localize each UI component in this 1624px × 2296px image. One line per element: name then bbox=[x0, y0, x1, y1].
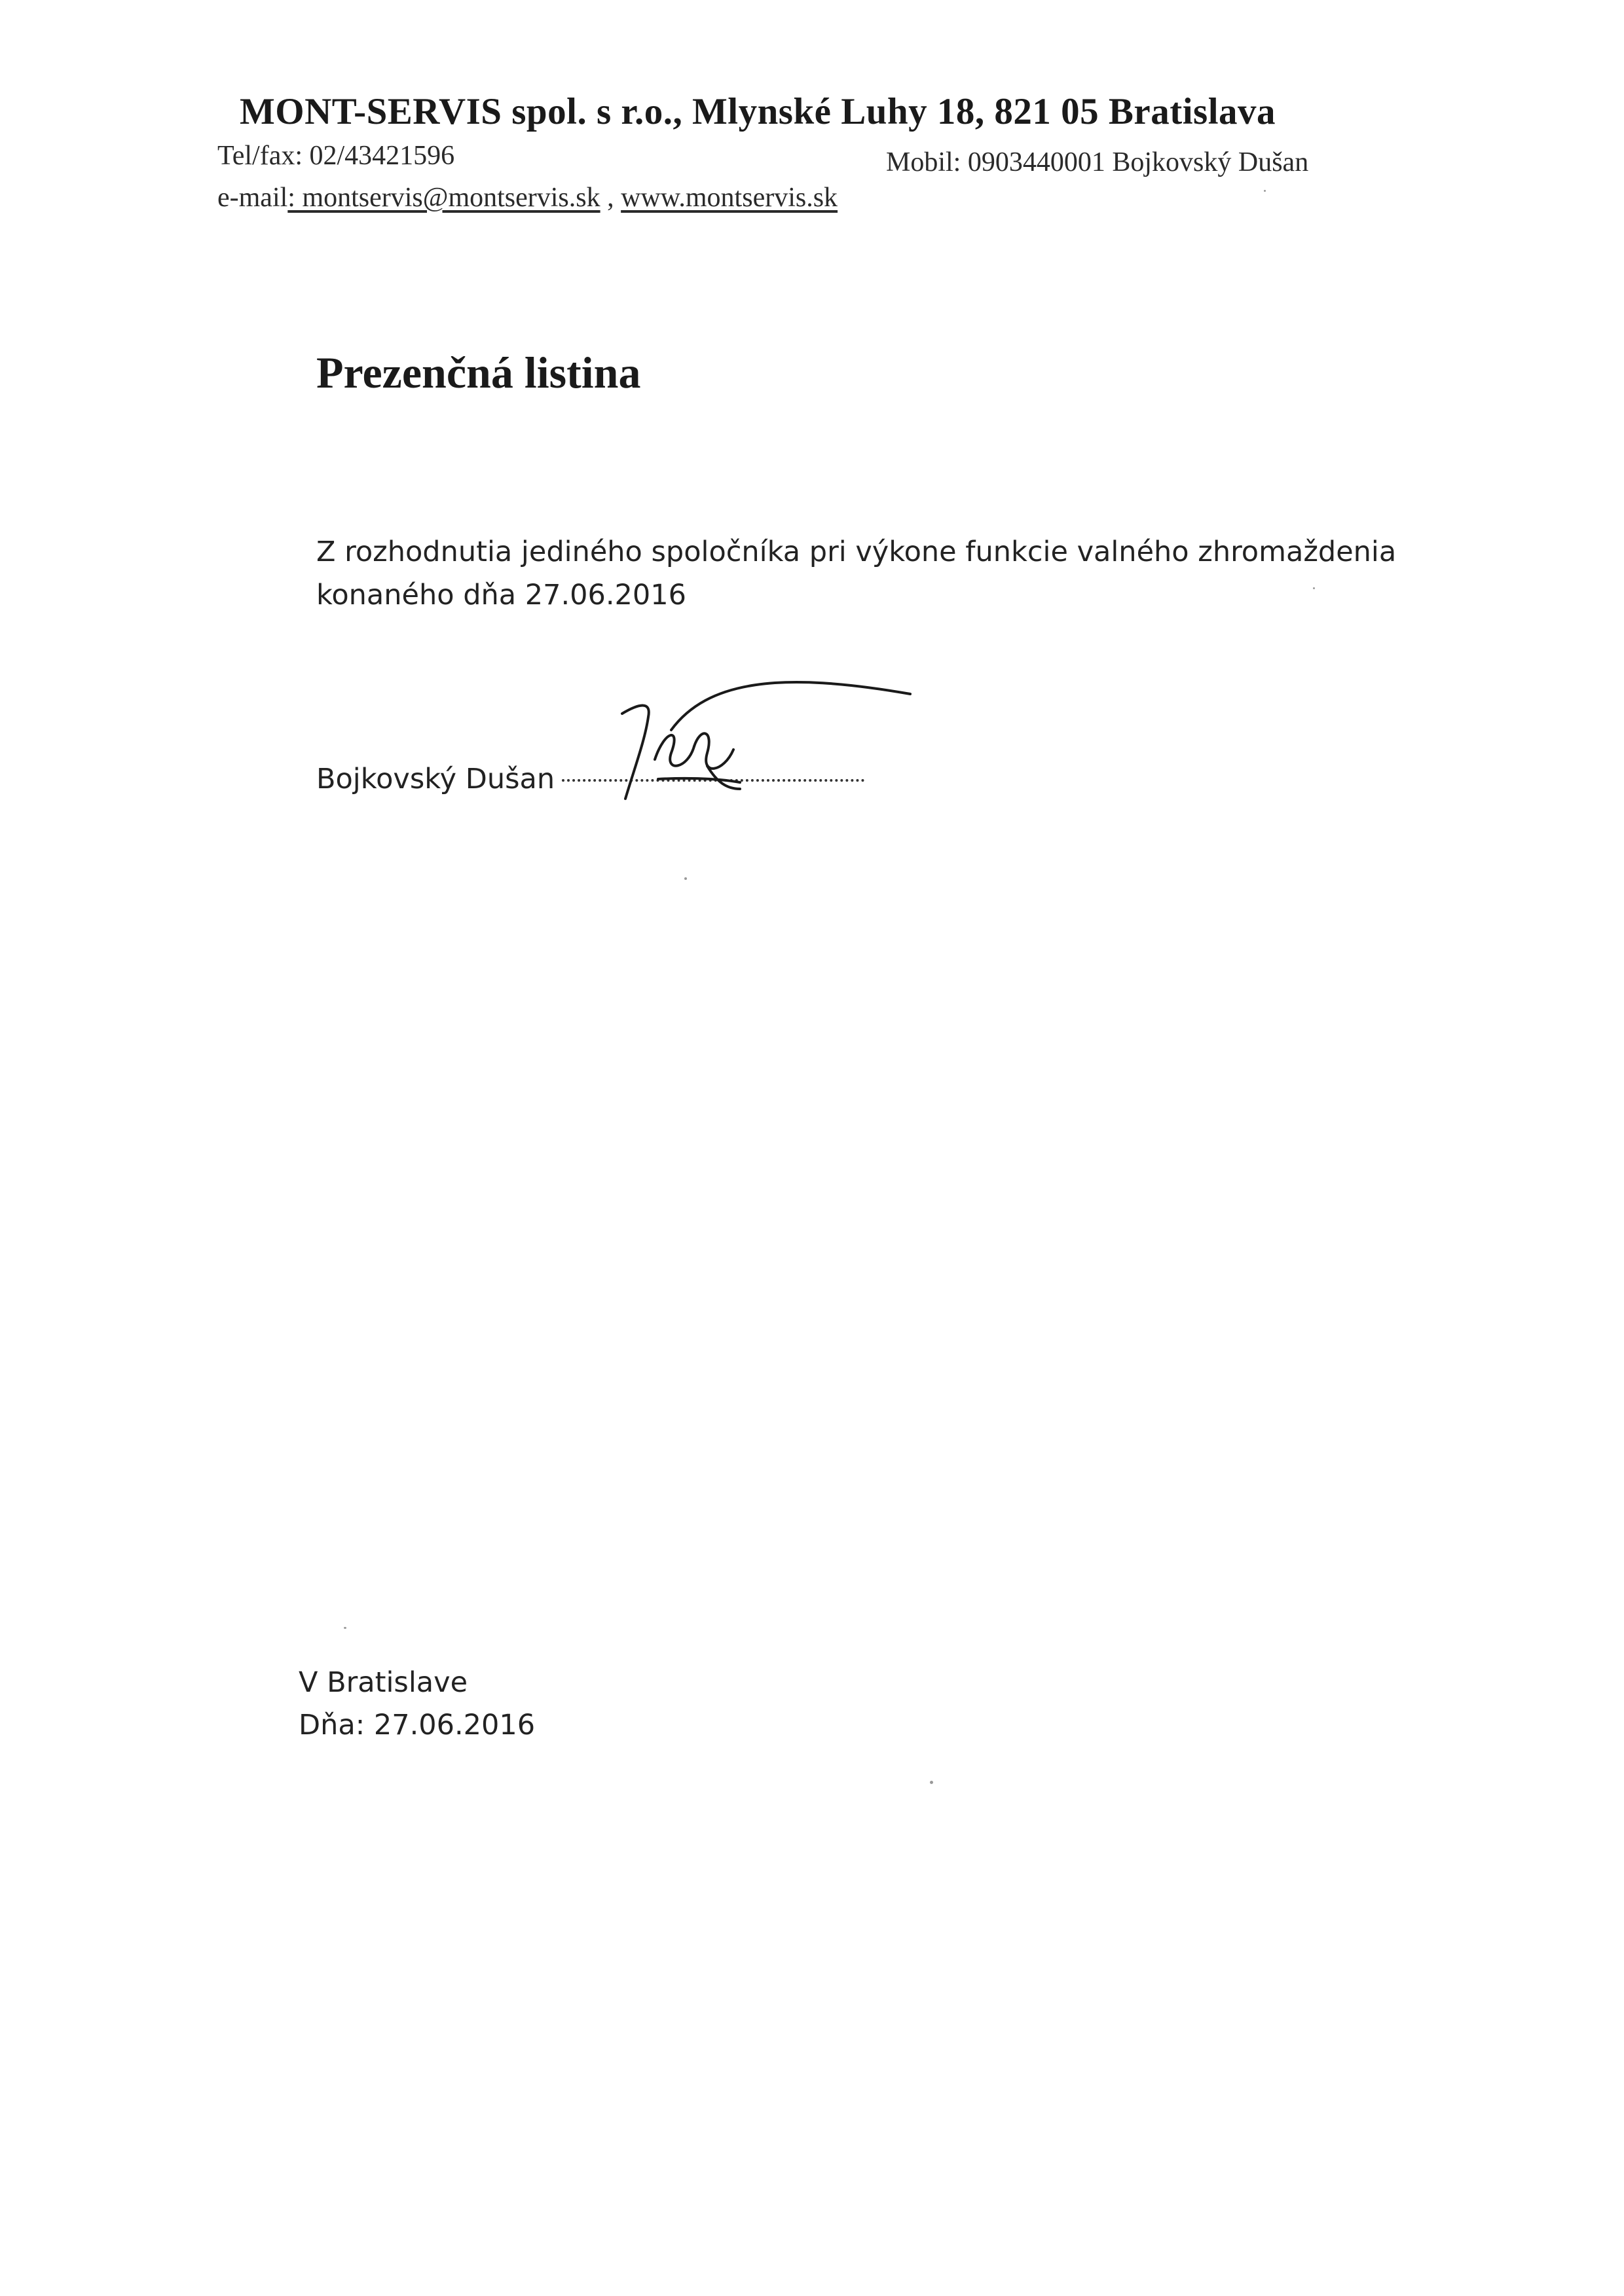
decision-paragraph bbox=[316, 530, 1396, 617]
signatory-name: Bojkovský Dušan bbox=[316, 763, 555, 795]
decision-line-1: Z rozhodnutia jediného spoločníka pri výkone funkcie valného zhromaždenia bbox=[316, 536, 1397, 568]
scan-speck bbox=[1313, 587, 1315, 589]
handwritten-signature bbox=[609, 668, 917, 812]
contact-row bbox=[217, 182, 838, 213]
decision-line-2: konaného dňa 27.06.2016 bbox=[316, 579, 686, 611]
contact-separator: , bbox=[600, 183, 621, 213]
website-link[interactable]: www.montservis.sk bbox=[621, 183, 838, 213]
email-prefix: e-mail bbox=[217, 183, 288, 213]
telfax-line: Tel/fax: 02/43421596 bbox=[217, 141, 455, 171]
scan-speck bbox=[930, 1781, 933, 1784]
date-label: Dňa: 27.06.2016 bbox=[299, 1709, 536, 1741]
place-label: V Bratislave bbox=[299, 1666, 468, 1699]
scan-speck bbox=[1264, 190, 1266, 192]
mobile-line: Mobil: 0903440001 Bojkovský Dušan bbox=[886, 147, 1309, 177]
document-title: Prezenčná listina bbox=[316, 348, 641, 397]
scan-speck bbox=[344, 1627, 346, 1629]
company-header: MONT-SERVIS spol. s r.o., Mlynské Luhy 18, 821 05 Bratislava bbox=[240, 91, 1276, 132]
scan-speck bbox=[684, 877, 687, 880]
email-link[interactable]: : montservis@montservis.sk bbox=[287, 183, 600, 213]
